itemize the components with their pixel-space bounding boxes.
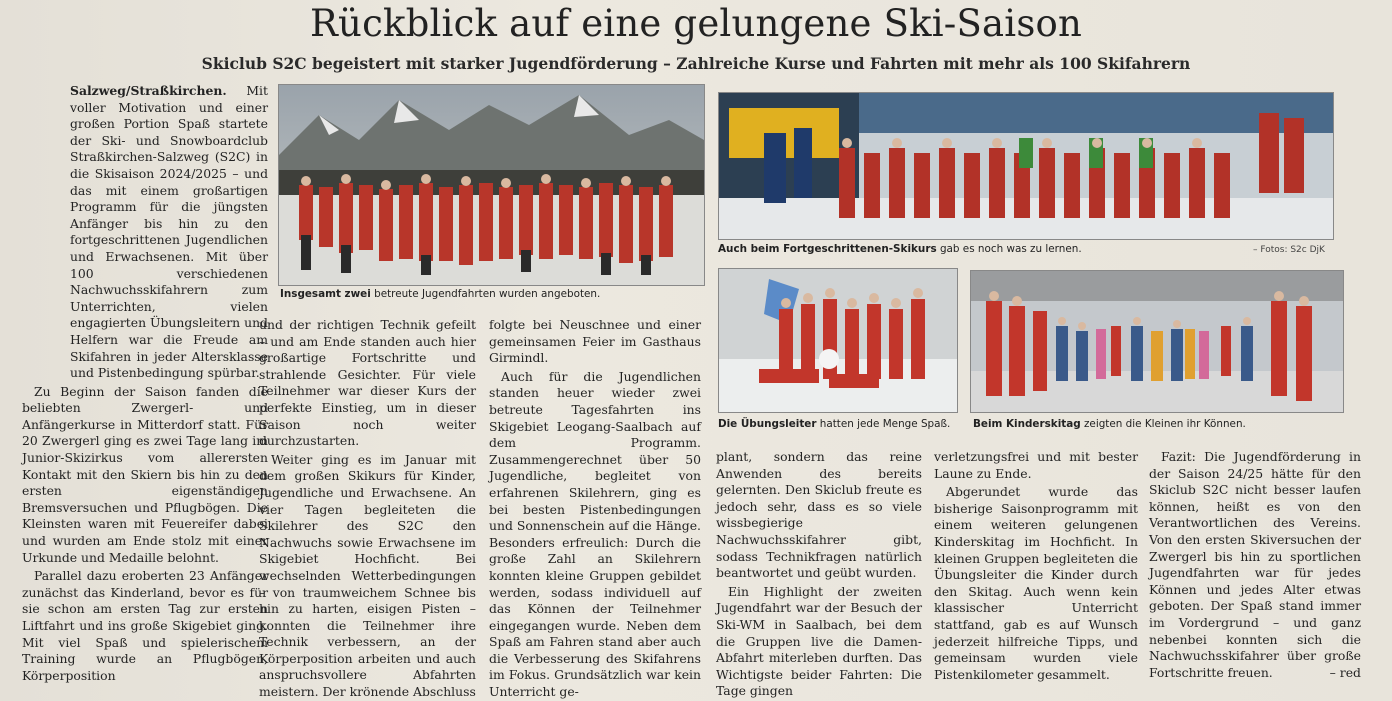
caption-text: betreute Jugendfahrten wurden angeboten. (370, 288, 601, 300)
article-column-5 (934, 449, 1138, 683)
caption-text: hatten jede Menge Spaß. (816, 418, 951, 430)
article-paragraph: folgte bei Neuschnee und einer gemeinsamen Feier im Gasthaus Girmindl. (489, 317, 701, 366)
caption-photo-advanced-course (718, 243, 1082, 255)
article-column-2 (259, 317, 476, 701)
article-column-4 (716, 449, 922, 700)
article-paragraph: und der richtigen Technik gefeilt – und am Ende standen auch hier großartige Fortschritte und strahlende Gesichter. Für viele Teilnehmer war dieser Kurs der perfekte Einstieg, um in dieser Saison noch weiter durchzustarten. (259, 317, 476, 449)
dateline: Salzweg/Straßkirchen. (70, 83, 227, 98)
caption-photo-children (973, 418, 1246, 430)
photo-group-mountain (278, 84, 705, 286)
article-paragraph (22, 83, 268, 382)
article-column-3 (489, 317, 701, 701)
photo-advanced-course (718, 92, 1334, 240)
photo-instructors-image (719, 269, 957, 412)
caption-bold: Auch beim Fortgeschrittenen-Skikurs (718, 243, 937, 255)
article-column-6 (1149, 449, 1361, 681)
photo-instructors (718, 268, 958, 413)
photo-advanced-course-image (719, 93, 1333, 239)
caption-text: zeigten die Kleinen ihr Können. (1080, 418, 1246, 430)
photo-credit: – Fotos: S2c DjK (1253, 245, 1325, 255)
author-sign: – red (1329, 664, 1361, 680)
photo-children (970, 270, 1344, 413)
article-paragraph: Abgerundet wurde das bisherige Saisonprogramm mit einem weiteren gelungenen Kinderskitag im Hochficht. In kleinen Gruppen begleiteten die Übungsleiter die Kinder durch den Skitag. Auch wenn kein klassischer Unterricht stattfand, gab es auf Wunsch jederzeit hilfreiche Tipps, und gemeinsam wurden viele Pistenkilometer gesammelt. (934, 484, 1138, 682)
caption-bold: Die Übungsleiter (718, 418, 817, 430)
article-paragraph: Weiter ging es im Januar mit dem großen Skikurs für Kinder, Jugendliche und Erwachsene. An vier Tagen begleiteten die Skilehrer des S2C den Nachwuchs sowie Erwachsene im Skigebiet Hochficht. Bei wechselnden Wetterbedingungen – von traumweichem Schnee bis hin zu harten, eisigen Pisten – konnten die Teilnehmer ihre Technik verbessern, an der Körperposition arbeiten und auch anspruchsvollere Abfahrten meistern. Der krönende Abschluss (259, 451, 476, 700)
article-paragraph: Zu Beginn der Saison fanden die beliebten Zwergerl- und Anfängerkurse in Mitterdorf statt. Für 20 Zwergerl ging es zwei Tage lang im Junior-Skizirkus vom allerersten Kontakt mit den Skiern bis hin zu den ersten eigenständigen Bremsversuchen und Pflugbögen. Die Kleinsten waren mit Feuereifer dabei und wurden am Ende stolz mit einer Urkunde und Medaille belohnt. (22, 383, 268, 565)
photo-group-mountain-image (279, 85, 704, 285)
caption-photo-instructors (718, 418, 950, 430)
caption-bold: Insgesamt zwei (280, 288, 371, 300)
subheadline: Skiclub S2C begeistert mit starker Jugendförderung – Zahlreiche Kurse und Fahrten mit mehr als 100 Skifahrern (201, 54, 1191, 73)
lead-text: Mit voller Motivation und einer großen Portion Spaß startete der Ski- und Snowboardclub Straßkirchen-Salzweg (S2C) in die Skisaison 2024/2025 – und das mit einem großartigen Programm für die jüngsten Anfänger bis hin zu den fortgeschrittenen Jugendlichen und Erwachsenen. Mit über 100 verschiedenen Nachwuchsskifahrern zum Unterrichten, vielen engagierten Übungsleitern und Helfern war die Freude am Skifahren in jeder Altersklasse und Pistenbedingung spürbar. (70, 83, 268, 381)
headline: Rückblick auf eine gelungene Ski-Saison (309, 2, 1083, 45)
caption-bold: Beim Kinderskitag (973, 418, 1081, 430)
article-paragraph: verletzungsfrei und mit bester Laune zu Ende. (934, 449, 1138, 481)
article-paragraph: Auch für die Jugendlichen standen heuer wieder zwei betreute Tagesfahrten ins Skigebiet Leogang-Saalbach auf dem Programm. Zusammengerechnet über 50 Jugendliche, begleitet von erfahrenen Skilehrern, ging es bei besten Pistenbedingungen und Sonnenschein auf die Hänge. Besonders erfreulich: Durch die große Zahl an Skilehrern konnten kleine Gruppen gebildet werden, sodass individuell auf das Können der Teilnehmer eingegangen wurde. Neben dem Spaß am Fahren stand aber auch die Verbesserung des Skifahrens im Fokus. Grundsätzlich war kein Unterricht ge- (489, 368, 701, 700)
photo-children-image (971, 271, 1343, 412)
caption-photo-group-mountain (280, 288, 600, 300)
conclusion-text: Fazit: Die Jugendförderung in der Saison 24/25 hätte für den Skiclub S2C nicht besser laufen können, heißt es von den Verantwortlichen des Vereins. Von den ersten Skiversuchen der Zwergerl bis hin zu sportlichen Jugendfahrten war für jedes Können und jedes Alter etwas geboten. Der Spaß stand immer im Vordergrund – und ganz nebenbei konnten sich die Nachwuchsskifahrer über große Fortschritte freuen. (1149, 449, 1361, 680)
article-paragraph: Parallel dazu eroberten 23 Anfänger zunächst das Kinderland, bevor es für sie schon am ersten Tag zur ersten Liftfahrt und ins große Skigebiet ging. Mit viel Spaß und spielerischem Training wurde an Pflugbögen, Körperposition (22, 568, 268, 683)
article-paragraph: plant, sondern das reine Anwenden des bereits gelernten. Den Skiclub freute es jedoch sehr, dass es so viele wissbegierige Nachwuchsskifahrer gibt, sodass Technikfragen natürlich beantwortet und geübt wurden. (716, 449, 922, 581)
article-column-1 (22, 83, 268, 684)
caption-text: gab es noch was zu lernen. (936, 243, 1082, 255)
article-paragraph: Ein Highlight der zweiten Jugendfahrt war der Besuch der Ski-WM in Saalbach, bei dem die Gruppen live die Damen-Abfahrt miterleben durften. Das Wichtigste beider Fahrten: Die Tage gingen (716, 583, 922, 699)
article-paragraph (1149, 449, 1361, 681)
